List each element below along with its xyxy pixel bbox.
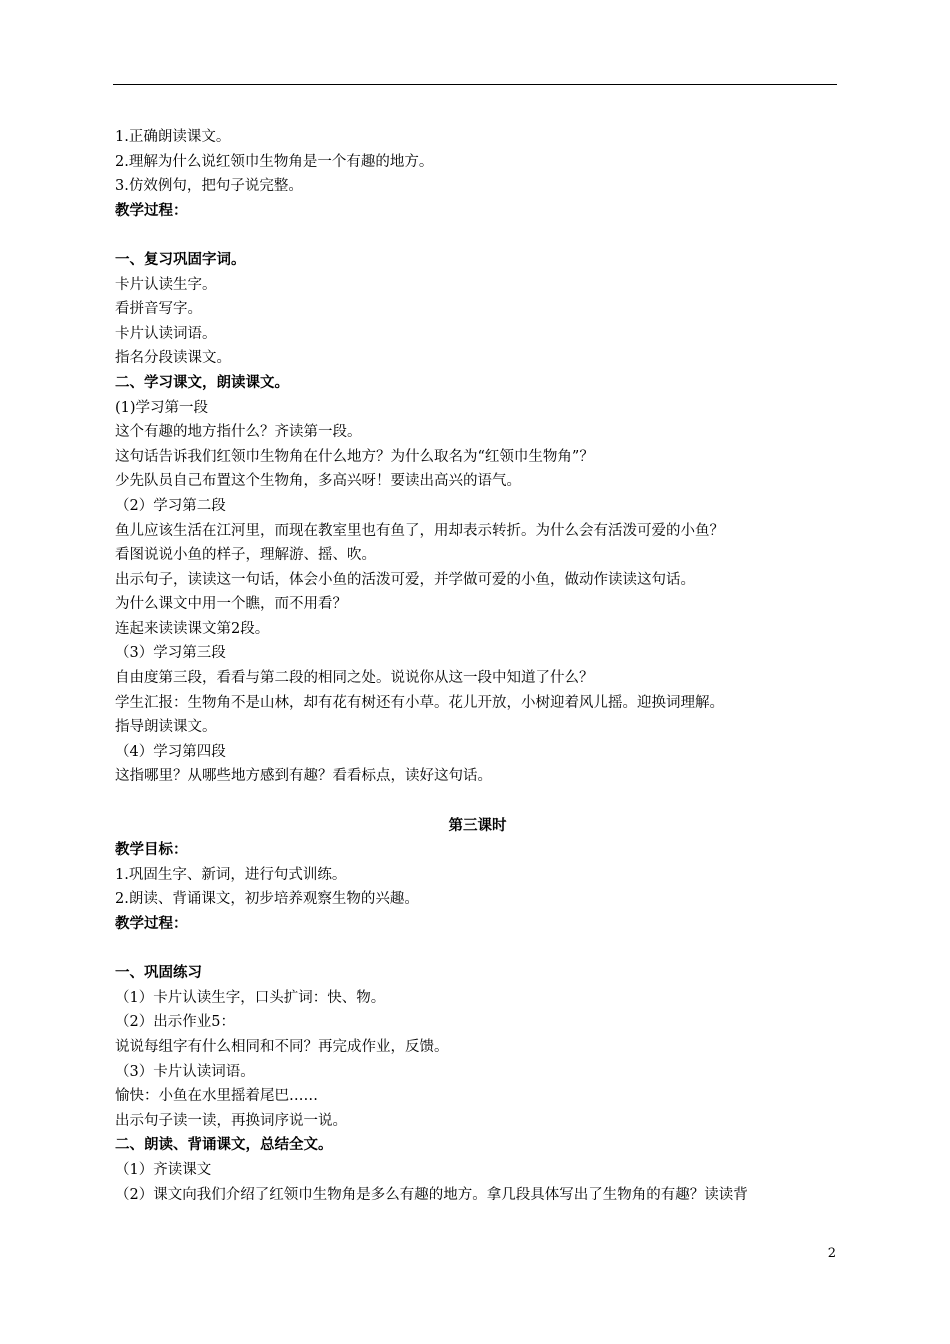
text-line: 学生汇报：生物角不是山林，却有花有树还有小草。花儿开放，小树迎着风儿摇。迎换词理解。 bbox=[115, 694, 724, 711]
text-line: 3.仿效例句，把句子说完整。 bbox=[115, 178, 303, 195]
text-line: （2）学习第二段 bbox=[115, 497, 226, 514]
text-line: 卡片认读词语。 bbox=[115, 325, 217, 342]
heading-line: 二、学习课文，朗读课文。 bbox=[115, 373, 289, 391]
blank-line bbox=[115, 937, 840, 962]
text-line: 自由度第三段，看看与第二段的相同之处。说说你从这一段中知道了什么？ bbox=[115, 670, 594, 687]
text-line: （1）卡片认读生字，口头扩词：快、物。 bbox=[115, 989, 386, 1006]
section-title: 第三课时 bbox=[448, 816, 507, 834]
text-line: 卡片认读生字。 bbox=[115, 276, 217, 293]
header-rule bbox=[113, 84, 837, 85]
text-line: 这指哪里？从哪些地方感到有趣？看看标点，读好这句话。 bbox=[115, 768, 492, 785]
text-line: （1）齐读课文 bbox=[115, 1161, 212, 1178]
document-body bbox=[115, 125, 840, 1207]
blank-line bbox=[115, 789, 840, 814]
page-number: 2 bbox=[827, 1246, 836, 1261]
heading-line: 一、巩固练习 bbox=[115, 964, 202, 982]
text-line: （2）课文向我们介绍了红领巾生物角是多么有趣的地方。拿几段具体写出了生物角的有趣？读读背 bbox=[115, 1186, 748, 1203]
text-line: （3）学习第三段 bbox=[115, 645, 226, 662]
text-line: 指名分段读课文。 bbox=[115, 350, 231, 367]
text-line: 这个有趣的地方指什么？齐读第一段。 bbox=[115, 424, 362, 441]
text-line: 看拼音写字。 bbox=[115, 301, 202, 318]
text-line: 2.朗读、背诵课文，初步培养观察生物的兴趣。 bbox=[115, 891, 419, 908]
text-line: 指导朗读课文。 bbox=[115, 719, 217, 736]
text-line: 连起来读读课文第2段。 bbox=[115, 620, 270, 637]
text-line: （3）卡片认读词语。 bbox=[115, 1063, 255, 1080]
text-line: （2）出示作业5： bbox=[115, 1014, 235, 1031]
text-line: 这句话告诉我们红领巾生物角在什么地方？为什么取名为“红领巾生物角”？ bbox=[115, 448, 594, 465]
heading-line: 一、复习巩固字词。 bbox=[115, 250, 246, 268]
text-line: 出示句子读一读，再换词序说一说。 bbox=[115, 1112, 347, 1129]
text-line: 说说每组字有什么相同和不同？再完成作业，反馈。 bbox=[115, 1038, 449, 1055]
heading-line: 教学过程： bbox=[115, 915, 188, 932]
text-line: 1.正确朗读课文。 bbox=[115, 129, 231, 145]
heading-line: 二、朗读、背诵课文，总结全文。 bbox=[115, 1136, 333, 1154]
text-line: 愉快：小鱼在水里摇着尾巴…… bbox=[115, 1088, 318, 1105]
text-line: 为什么课文中用一个瞧，而不用看？ bbox=[115, 596, 347, 613]
heading-line: 教学过程： bbox=[115, 201, 188, 219]
text-line: 1.巩固生字、新词，进行句式训练。 bbox=[115, 866, 347, 883]
text-line: （4）学习第四段 bbox=[115, 743, 226, 760]
text-line: 2.理解为什么说红领巾生物角是一个有趣的地方。 bbox=[115, 153, 434, 170]
text-line: 出示句子，读读这一句话，体会小鱼的活泼可爱，并学做可爱的小鱼，做动作读读这句话。 bbox=[115, 571, 695, 588]
text-line: 看图说说小鱼的样子，理解游、摇、吹。 bbox=[115, 547, 376, 564]
text-line: 少先队员自己布置这个生物角，多高兴呀！要读出高兴的语气。 bbox=[115, 473, 521, 490]
text-line: (1)学习第一段 bbox=[115, 399, 209, 416]
heading-line: 教学目标： bbox=[115, 841, 188, 859]
text-line: 鱼儿应该生活在江河里，而现在教室里也有鱼了，用却表示转折。为什么会有活泼可爱的小鱼？ bbox=[115, 522, 724, 539]
blank-line bbox=[115, 223, 840, 248]
